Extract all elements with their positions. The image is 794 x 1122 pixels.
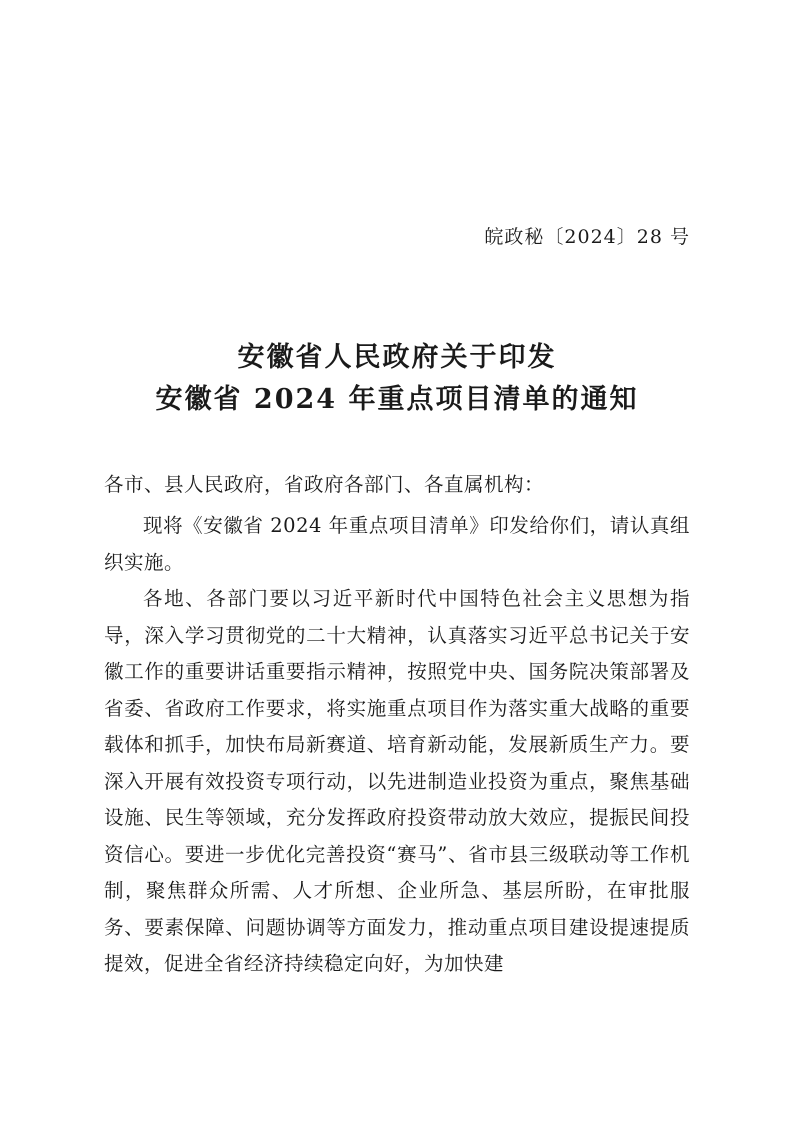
- salutation: 各市、县人民政府，省政府各部门、各直属机构：: [104, 473, 545, 496]
- document-title-line-2: 安徽省 2024 年重点项目清单的通知: [155, 384, 639, 415]
- body-paragraph: 各地、各部门要以习近平新时代中国特色社会主义思想为指导，深入学习贯彻党的二十大精神，认真落实习近平总书记关于安徽工作的重要讲话重要指示精神，按照党中央、国务院决策部署及省委、省政府工作要求，将实施重点项目作为落实重大战略的重要载体和抓手，加快布局新赛道、培育新动能，发展新质生产力。要深入开展有效投资专项行动，以先进制造业投资为重点，聚焦基础设施、民生等领域，充分发挥政府投资带动放大效应，提振民间投资信心。要进一步优化完善投资“赛马”、省市县三级联动等工作机制，聚焦群众所需、人才所想、企业所急、基层所盼，在审批服务、要素保障、问题协调等方面发力，推动重点项目建设提速提质提效，促进全省经济持续稳定向好，为加快建: [104, 587, 690, 975]
- document-title-line-1: 安徽省人民政府关于印发: [237, 342, 557, 373]
- body-paragraph: 现将《安徽省 2024 年重点项目清单》印发给你们，请认真组织实施。: [104, 514, 690, 574]
- document-number: 皖政秘〔2024〕28 号: [484, 226, 690, 248]
